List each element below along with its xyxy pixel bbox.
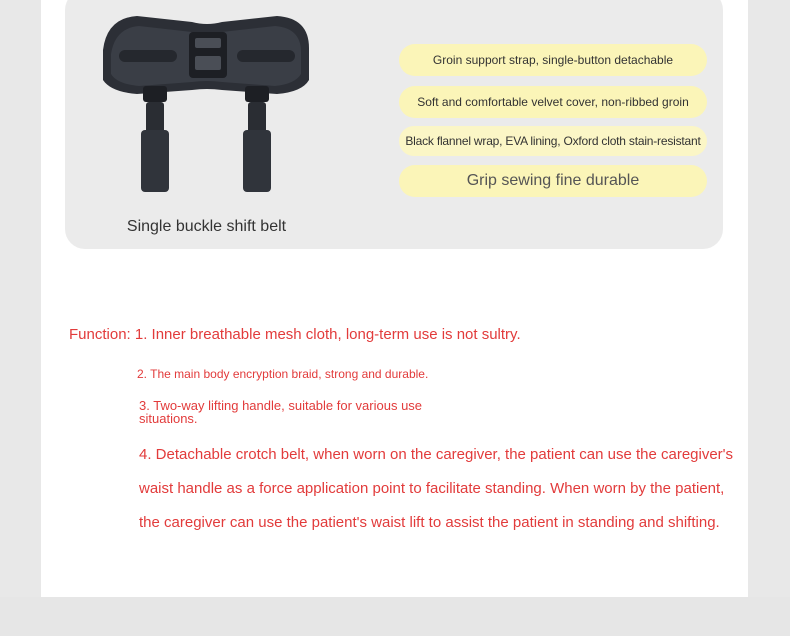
belt-photo xyxy=(97,10,317,200)
page-background-right xyxy=(748,0,790,636)
feature-pill-flannel-wrap: Black flannel wrap, EVA lining, Oxford cloth stain-resistant xyxy=(399,126,707,156)
function-line-2: 2. The main body encryption braid, strong and durable. xyxy=(137,367,429,381)
feature-pill-groin-strap: Groin support strap, single-button detachable xyxy=(399,44,707,76)
function-line-4: 4. Detachable crotch belt, when worn on the caregiver, the patient can use the caregiver's waist handle as a force application point to facilitate standing. When worn by the patient, the caregiver can use the patient's waist lift to assist the patient in standing and shifting. xyxy=(139,446,734,531)
function-line-3: 3. Two-way lifting handle, suitable for various use situations. xyxy=(139,398,423,426)
feature-pill-grip-sewing: Grip sewing fine durable xyxy=(399,165,707,197)
shift-belt-illustration xyxy=(97,10,317,200)
page-background-left xyxy=(0,0,41,636)
function-line-1: Function: 1. Inner breathable mesh cloth, long-term use is not sultry. xyxy=(69,326,521,343)
feature-pill-velvet-cover: Soft and comfortable velvet cover, non-ribbed groin xyxy=(399,86,707,118)
product-card xyxy=(65,0,723,249)
content-sheet xyxy=(41,0,748,597)
product-caption: Single buckle shift belt xyxy=(126,218,287,235)
page-background-bottom xyxy=(0,597,790,636)
